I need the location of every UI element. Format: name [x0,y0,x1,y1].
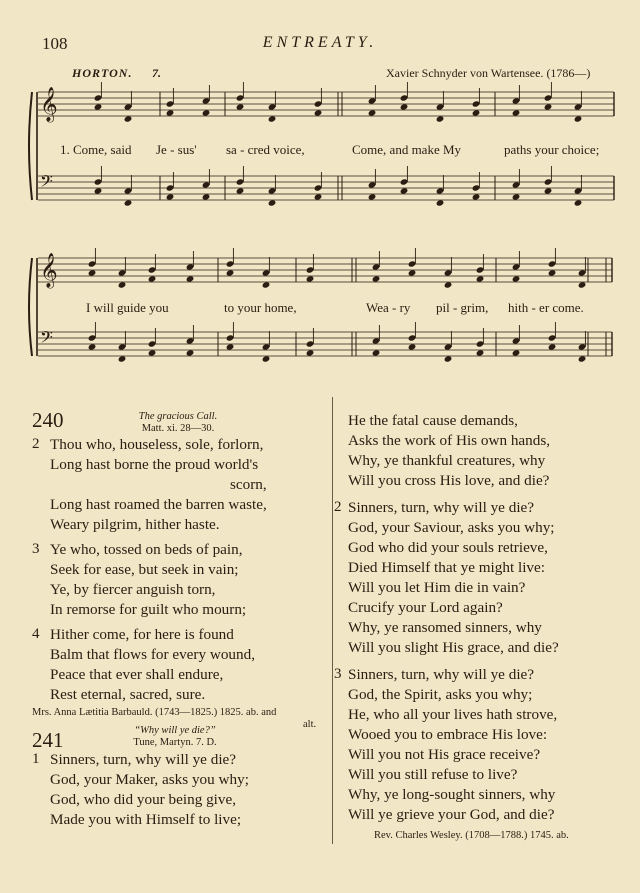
note-head [186,275,195,282]
verse-line: Will you slight His grace, and die? [348,639,559,656]
note-head [372,349,381,356]
verse-line: Rest eternal, sacred, sure. [50,686,206,703]
hymn-241-tune: Tune, Martyn. 7. D. [133,737,217,748]
verse-number: 3 [32,541,40,557]
note-head [512,109,521,116]
verse-line: Will you cross His love, and die? [348,472,550,489]
note-head [436,115,445,122]
note-head [262,355,271,362]
music-score [0,0,640,380]
hymn-240-title: The gracious Call. [138,411,218,422]
verse-line: Will you let Him die in vain? [348,579,526,596]
verse-line: God, who did your being give, [50,791,237,808]
note-head [226,269,235,276]
composer-dates: (1786—) [546,66,591,80]
lyric-s1-5: paths your choice; [504,142,600,157]
note-head [544,103,553,110]
hymn-240-credit-2: alt. [303,719,317,730]
verse-line: Sinners, turn, why will ye die? [348,499,535,516]
note-head [400,103,409,110]
column-divider [332,397,333,844]
hymn-240-reference: Matt. xi. 28—30. [141,423,215,434]
verse-line: God, the Spirit, asks you why; [348,686,533,703]
lyric-s1-2: Je - sus' [156,142,197,157]
note-head [574,115,583,122]
note-head [400,187,409,194]
verse-line: Long hast borne the proud world's [50,456,259,473]
page-number: 108 [42,34,68,53]
note-head [472,109,481,116]
verse-number: 2 [334,499,342,515]
note-head [476,275,485,282]
note-head [578,355,587,362]
note-head [226,343,235,350]
verse-number: 3 [334,666,342,682]
note-head [372,275,381,282]
note-head [124,199,133,206]
verse-line: Crucify your Lord again? [348,599,503,616]
verse-line: Will you not His grace receive? [348,746,541,763]
bass-clef-icon: 𝄢 [40,327,53,351]
treble-clef-icon: 𝄞 [40,253,58,288]
note-head [444,355,453,362]
verse-line: Wooed you to embrace His love: [348,726,548,743]
hymn-240-number: 240 [32,408,64,432]
verse-line: He the fatal cause demands, [348,412,518,429]
note-head [368,109,377,116]
running-head: ENTREATY. [262,34,378,51]
verse-line: God, your Maker, asks you why; [50,771,249,788]
verse-line: Ye, by fiercer anguish torn, [50,581,216,598]
verse-line: In remorse for guilt who mourn; [50,601,247,618]
note-head [94,103,103,110]
verse-line: Seek for ease, but seek in vain; [50,561,239,578]
verse-number: 4 [32,626,40,642]
hymn-241-credit: Rev. Charles Wesley. (1708—1788.) 1745. ab. [374,830,569,841]
note-head [88,269,97,276]
verse-line: Sinners, turn, why will ye die? [50,751,237,768]
brace [29,258,32,356]
lyric-s1-4: Come, and make My [352,142,462,157]
note-head [306,275,315,282]
hymn-240-credit: Mrs. Anna Lætitia Barbauld. (1743—1825.) 1825. ab. and [32,707,277,718]
verse-line: Died Himself that ye might live: [348,559,545,576]
note-head [314,109,323,116]
note-head [166,109,175,116]
note-head [118,355,127,362]
tune-name: HORTON. [72,66,133,80]
lyric-s2-1: I will guide you [86,300,169,315]
verse-line: Balm that flows for every wound, [50,646,255,663]
brace [29,92,32,200]
note-head [368,193,377,200]
note-head [268,199,277,206]
verse-number: 2 [32,436,40,452]
verse-line: Made you with Himself to live; [50,811,242,828]
note-head [548,269,557,276]
note-head [262,281,271,288]
note-head [314,193,323,200]
verse-line: God who did your souls retrieve, [348,539,548,556]
hymn-241-title: “Why will ye die?” [134,725,216,736]
note-head [236,187,245,194]
note-head [202,109,211,116]
lyric-s2-3: Wea - ry [366,300,411,315]
lyric-s1-1: 1. Come, said [60,142,132,157]
bass-clef-icon: 𝄢 [40,171,53,195]
note-head [236,103,245,110]
verse-line: Peace that ever shall endure, [50,666,224,683]
note-head [548,343,557,350]
note-head [88,343,97,350]
verse-line: Why, ye long-sought sinners, why [348,786,556,803]
verse-line: Will you still refuse to live? [348,766,518,783]
note-head [544,187,553,194]
lyric-s2-2: to your home, [224,300,297,315]
note-head [94,187,103,194]
verse-line: Why, ye ransomed sinners, why [348,619,542,636]
note-head [444,281,453,288]
note-head [476,349,485,356]
treble-clef-icon: 𝄞 [40,87,58,122]
note-head [306,349,315,356]
note-head [408,343,417,350]
verse-line: Long hast roamed the barren waste, [50,496,267,513]
lyric-s1-3: sa - cred voice, [226,142,305,157]
lyric-s2-5: hith - er come. [508,300,584,315]
hymn-241-number: 241 [32,728,64,752]
note-head [202,193,211,200]
note-head [148,275,157,282]
note-head [268,115,277,122]
verse-number: 1 [32,751,40,767]
verse-line: Thou who, houseless, sole, forlorn, [50,436,264,453]
verse-line: Will ye grieve your God, and die? [348,806,555,823]
verse-line: God, your Saviour, asks you why; [348,519,555,536]
note-head [512,349,521,356]
verse-line: Sinners, turn, why will ye die? [348,666,535,683]
note-head [512,193,521,200]
note-head [574,199,583,206]
note-head [472,193,481,200]
verse-line: Why, ye thankful creatures, why [348,452,546,469]
verse-line: Ye who, tossed on beds of pain, [50,541,243,558]
verse-line: Hither come, for here is found [50,626,234,643]
note-head [118,281,127,288]
verse-line: Weary pilgrim, hither haste. [50,516,220,533]
note-head [148,349,157,356]
note-head [408,269,417,276]
verse-line: He, who all your lives hath strove, [348,706,558,723]
tune-meter: 7. [152,66,161,80]
note-head [436,199,445,206]
verse-line: scorn, [230,476,267,493]
note-head [512,275,521,282]
note-head [578,281,587,288]
note-head [186,349,195,356]
verse-line: Asks the work of His own hands, [348,432,551,449]
note-head [166,193,175,200]
composer-name: Xavier Schnyder von Wartensee. [386,66,544,80]
note-head [124,115,133,122]
lyric-s2-4: pil - grim, [436,300,489,315]
